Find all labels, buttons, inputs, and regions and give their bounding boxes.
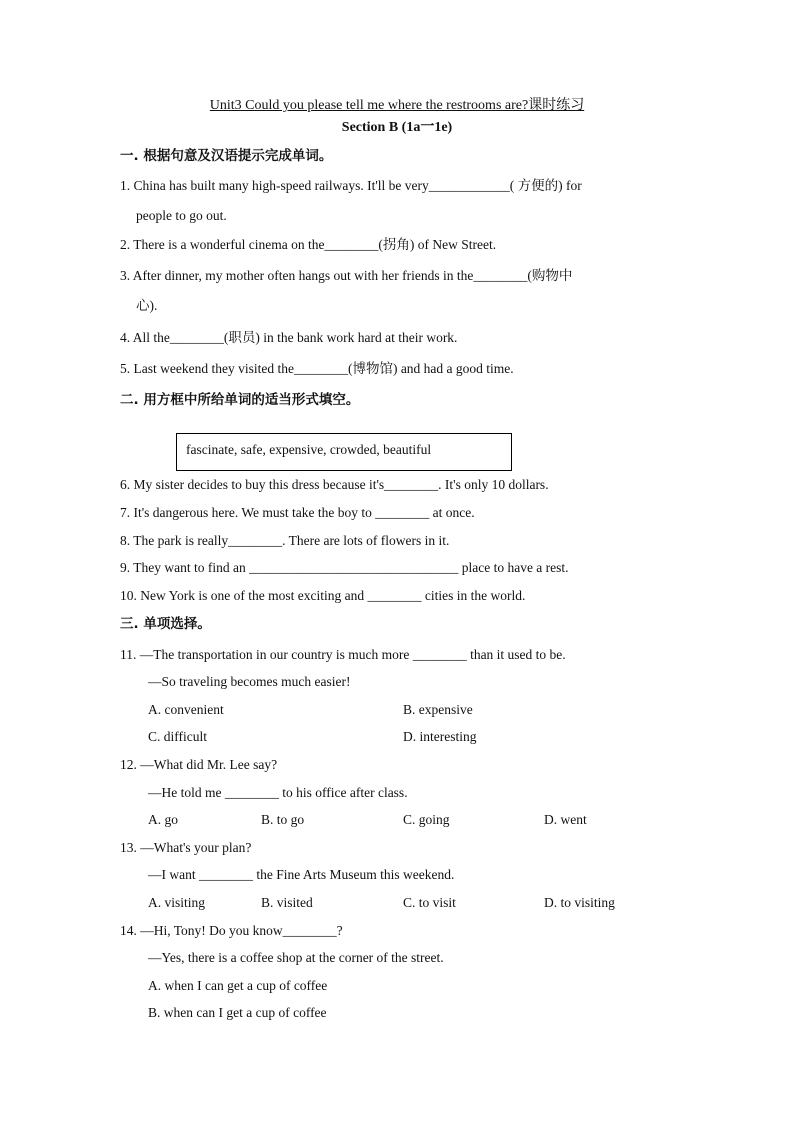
- question-14-option-b: B. when can I get a cup of coffee: [148, 1005, 327, 1020]
- question-8: 8. The park is really________. There are lots of flowers in it.: [120, 533, 450, 548]
- question-10: 10. New York is one of the most exciting and ________ cities in the world.: [120, 588, 526, 603]
- question-3-line-1: 3. After dinner, my mother often hangs out with her friends in the________(购物中: [120, 268, 573, 283]
- question-12-option-d: D. went: [544, 812, 587, 827]
- question-11-option-d: D. interesting: [403, 729, 477, 744]
- question-2: 2. There is a wonderful cinema on the________(拐角) of New Street.: [120, 237, 497, 252]
- question-11-option-a: A. convenient: [148, 702, 224, 717]
- part3-heading: 三. 单项选择。: [120, 616, 211, 632]
- question-1-line-1: 1. China has built many high-speed railways. It'll be very____________( 方便的) for: [120, 178, 582, 193]
- question-11-line-1: 11. —The transportation in our country is much more ________ than it used to be.: [120, 647, 566, 662]
- question-12-line-2: —He told me ________ to his office after class.: [148, 785, 408, 800]
- question-13-option-a: A. visiting: [148, 895, 206, 910]
- word-box: [176, 433, 512, 471]
- question-4: 4. All the________(职员) in the bank work hard at their work.: [120, 330, 458, 345]
- question-14-line-1: 14. —Hi, Tony! Do you know________?: [120, 923, 343, 938]
- question-13-line-2: —I want ________ the Fine Arts Museum this weekend.: [148, 867, 455, 882]
- worksheet-subtitle: Section B (1a一1e): [341, 120, 453, 135]
- word-box-text: fascinate, safe, expensive, crowded, beautiful: [186, 442, 432, 457]
- question-12-option-b: B. to go: [261, 812, 305, 827]
- part1-heading: 一. 根据句意及汉语提示完成单词。: [120, 148, 333, 164]
- question-13-option-b: B. visited: [261, 895, 313, 910]
- question-11-option-b: B. expensive: [403, 702, 473, 717]
- question-13-option-d: D. to visiting: [544, 895, 615, 910]
- question-13-option-c: C. to visit: [403, 895, 456, 910]
- question-12-option-c: C. going: [403, 812, 450, 827]
- question-9: 9. They want to find an _______________________________ place to have a rest.: [120, 560, 569, 575]
- part2-heading: 二. 用方框中所给单词的适当形式填空。: [120, 392, 360, 408]
- worksheet-title: Unit3 Could you please tell me where the restrooms are?课时练习: [209, 98, 585, 113]
- question-12-line-1: 12. —What did Mr. Lee say?: [120, 757, 278, 772]
- question-3-line-2: 心).: [136, 298, 158, 313]
- question-1-line-2: people to go out.: [136, 208, 227, 223]
- question-6: 6. My sister decides to buy this dress because it's________. It's only 10 dollars.: [120, 477, 549, 492]
- question-14-line-2: —Yes, there is a coffee shop at the corner of the street.: [148, 950, 444, 965]
- question-5: 5. Last weekend they visited the________(博物馆) and had a good time.: [120, 361, 514, 376]
- question-11-option-c: C. difficult: [148, 729, 207, 744]
- question-12-option-a: A. go: [148, 812, 178, 827]
- question-7: 7. It's dangerous here. We must take the boy to ________ at once.: [120, 505, 475, 520]
- question-11-line-2: —So traveling becomes much easier!: [148, 674, 351, 689]
- question-13-line-1: 13. —What's your plan?: [120, 840, 252, 855]
- question-14-option-a: A. when I can get a cup of coffee: [148, 978, 328, 993]
